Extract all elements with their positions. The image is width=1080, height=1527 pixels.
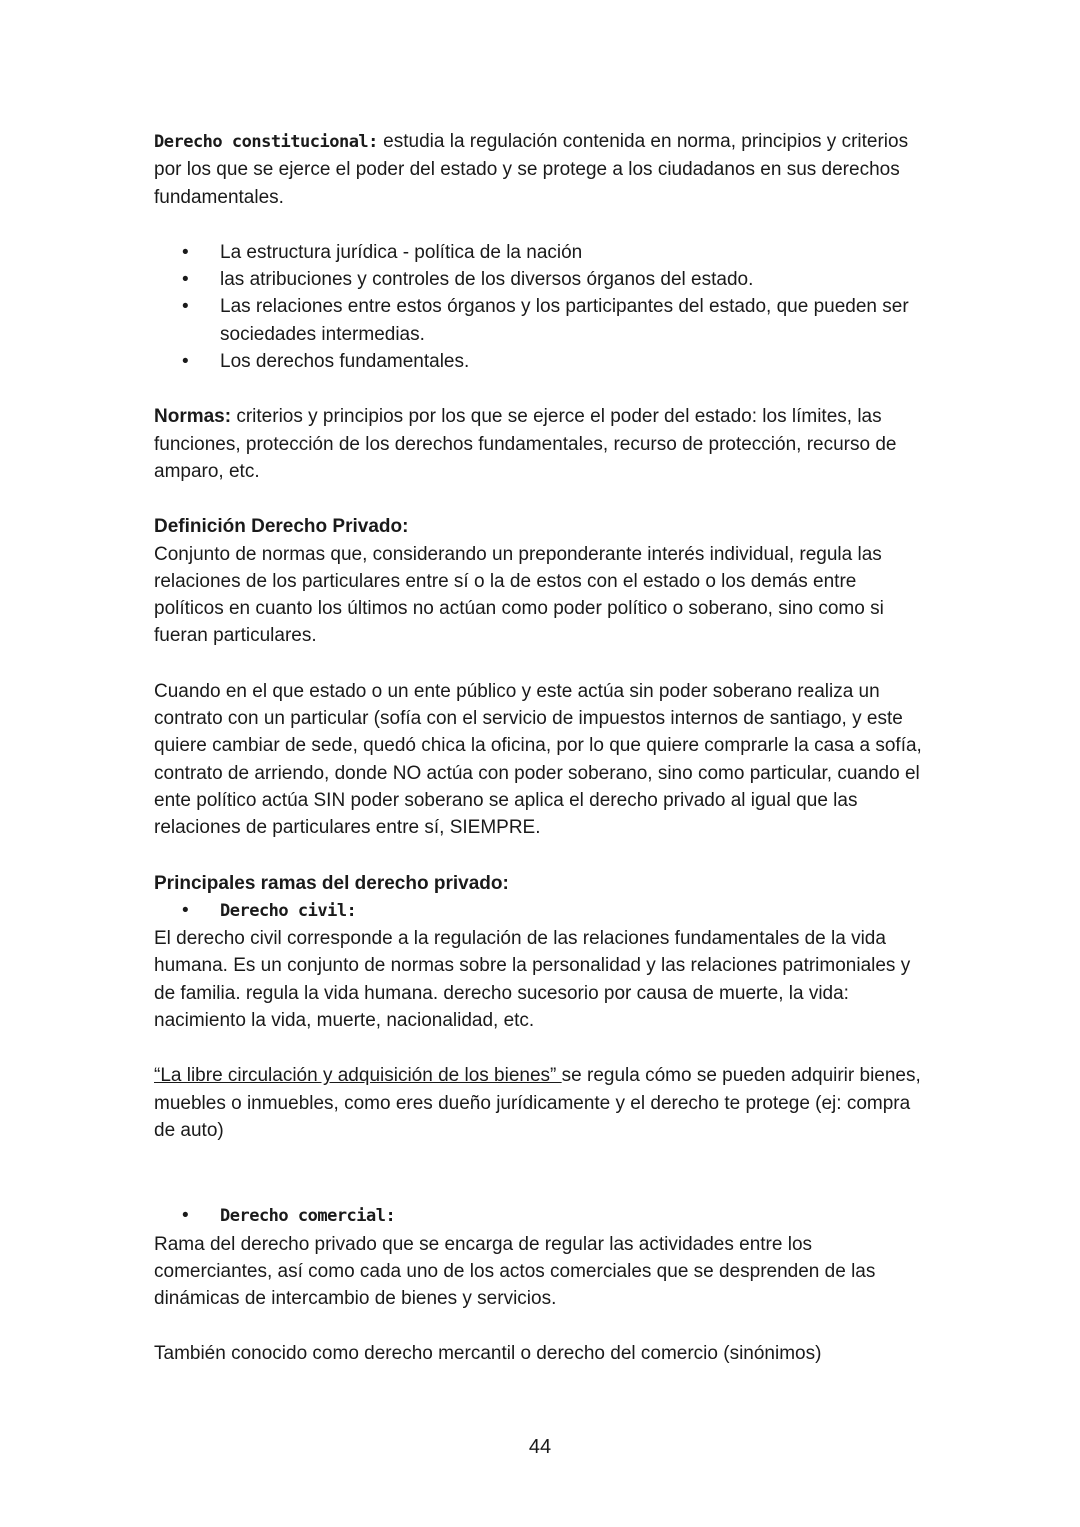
constitucional-paragraph [154,128,929,211]
civil-text: El derecho civil corresponde a la regulación de las relaciones fundamentales de la vida humana. Es un conjunto de normas sobre la personalidad y las relaciones patrimoniales y de familia. regula la vida humana. derecho sucesorio por causa de muerte, la vida: nacimiento la vida, muerte, nacionalidad, etc. [154,928,911,1032]
civil-quote-paragraph [154,1062,929,1144]
constitucional-text: estudia la regulación contenida en norma, principios y criterios por los que se ejerce el poder del estado y se protege a los ciudadanos en sus derechos fundamentales. [154,131,909,208]
normas-heading: Normas: [154,406,232,428]
bullet-item: • Las relaciones entre estos órganos y los participantes del estado, que pueden ser sociedades intermedias. [154,293,929,348]
bullet-dot: • [182,899,189,921]
comercial-heading: Derecho comercial: [220,1206,396,1227]
bullet-item: • La estructura jurídica - política de la nación [154,239,929,266]
normas-text: criterios y principios por los que se ejerce el poder del estado: los límites, las funciones, protección de los derechos fundamentales, recurso de protección, recurso de amparo, etc. [154,406,897,482]
comercial-note: También conocido como derecho mercantil o derecho del comercio (sinónimos) [154,1343,822,1365]
civil-heading: Derecho civil: [220,900,357,921]
comercial-bullet [154,1202,929,1230]
civil-quote-underlined: “La libre circulación y adquisición de los bienes” [154,1065,562,1087]
ramas-heading: Principales ramas del derecho privado: [154,872,509,894]
ejemplo-paragraph: Cuando en el que estado o un ente público y este actúa sin poder soberano realiza un contrato con un particular (sofía con el servicio de impuestos internos de santiago, y este quiere cambiar de sede, quedó chica la oficina, por lo que quiere comprarle la casa a sofía, contrato de arriendo, donde NO actúa con poder soberano, sino como particular, cuando el ente político actúa SIN poder soberano se aplica el derecho privado al igual que las relaciones de particulares entre sí, SIEMPRE. [154,680,922,839]
civil-bullet [154,897,929,925]
normas-paragraph [154,403,929,485]
page-number: 44 [528,1436,552,1458]
comercial-text: Rama del derecho privado que se encarga de regular las actividades entre los comerciantes, así como cada uno de los actos comerciales que se desprenden de las dinámicas de intercambio de bienes y servicios. [154,1233,876,1310]
constitucional-heading: Derecho constitucional: [154,132,378,152]
bullet-item: • las atribuciones y controles de los diversos órganos del estado. [154,266,929,293]
privado-heading: Definición Derecho Privado: [154,516,409,538]
document-body [154,128,929,1368]
privado-text: Conjunto de normas que, considerando un preponderante interés individual, regula las relaciones de los particulares entre sí o la de estos con el estado o los demás entre políticos en cuanto los últimos no actúan como poder político o soberano, sino como si fueran particulares. [154,543,884,647]
constitucional-bullet-list [154,239,929,375]
bullet-item: • Los derechos fundamentales. [154,348,929,375]
civil-quote-text: se regula cómo se pueden adquirir bienes, muebles o inmuebles, como eres dueño jurídicamente y el derecho te protege (ej: compra de auto) [154,1065,921,1141]
bullet-dot: • [182,1205,189,1227]
